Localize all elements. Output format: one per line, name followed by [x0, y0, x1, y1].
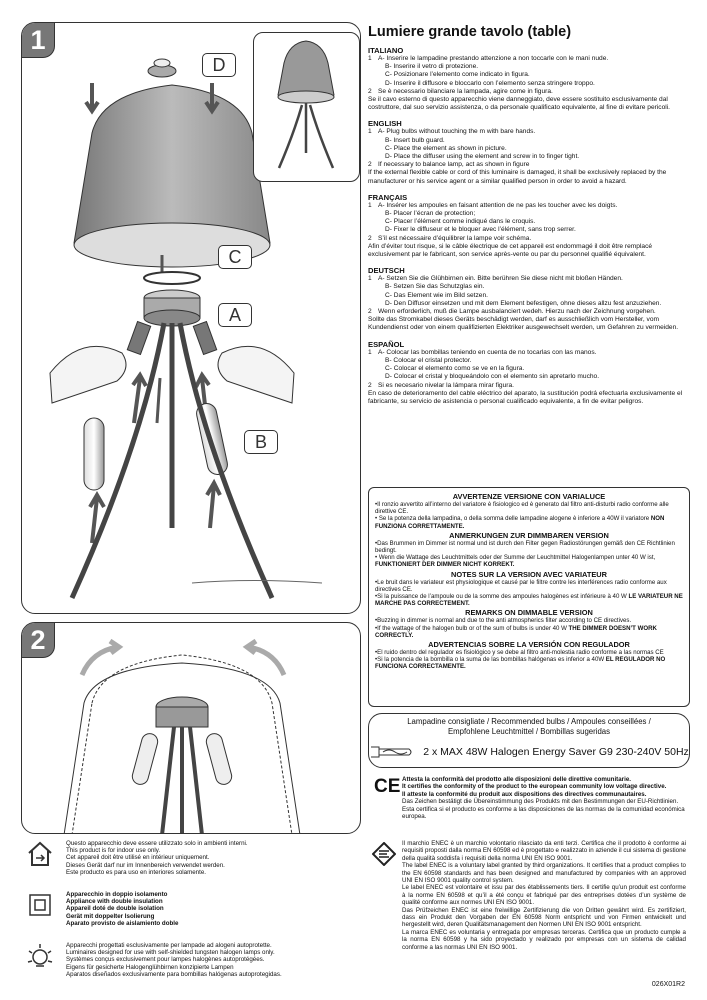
indoor-house-icon: [26, 840, 54, 868]
step-number: 1: [368, 55, 372, 62]
note-text: Appliance with double insulation: [66, 898, 163, 906]
step-number: 2: [368, 308, 372, 316]
instruction-line: D- Den Diffusor einsetzen und mit dem Element befestigen, ohne dieses allzu fest anzuziehen.: [385, 299, 662, 307]
instruction-line: A- Inserire le lampadine prestando attenzione a non toccarle con le mani nude.: [378, 55, 609, 62]
instruction-line: S’il est nécessaire d’équilibrer la lampe voir schéma.: [378, 234, 532, 242]
note-text: This product is for indoor use only.: [66, 847, 161, 855]
warning-text: [375, 625, 683, 639]
warning-text: [375, 593, 683, 607]
instruction-line: D- Fixer le diffuseur et le bloquer avec l’élément, sans trop serrer.: [385, 226, 576, 234]
self-shielded-lamp-icon: [26, 942, 54, 970]
instruction-line: C- Posizionare l’elemento come indicato in figura.: [385, 71, 530, 79]
warning-title: NOTES SUR LA VERSION AVEC VARIATEUR: [451, 569, 607, 579]
warning-text: •El ruido dentro del regulador es fisiológico y se debe al filtro anti-molestia radio conforme a las normas CE: [375, 649, 664, 657]
note-text: Cet appareil doit être utilisé en intérieur uniquement.: [66, 854, 210, 862]
note-text: Eigens für gesicherte Halogenglühbirnen konzipierte Lampen: [66, 963, 234, 971]
warning-emphasis: LE VARIATEUR NE MARCHE PAS CORRECTEMENT.: [375, 593, 683, 608]
self-shielded-lamp-note: [26, 942, 346, 984]
enec-text: The label ENEC is a voluntary label granted by third organizations. It certifies that a product complies to the EN 60598 standards and has been designed and manufactured by companies with an approved UNI EN ISO 9001 quality control system.: [402, 862, 686, 885]
warning-text: •Le bruit dans le variateur est physiologique et causé par le filtre contre les interférences radio conforme aux directives CE.: [375, 578, 667, 593]
section-espanol: [368, 340, 684, 406]
note-text: Systèmes conçus exclusivement pour lampes halogènes autoprotégées.: [66, 956, 265, 964]
safety-note: Afin d’éviter tout risque, si le câble électrique de cet appareil est endommagé il doit être remplacé exclusivement par le fabricant, son service après-vente ou par du personnel qualifié équivalent.: [368, 242, 653, 259]
callout-a: A: [218, 303, 252, 327]
instruction-line: D- Colocar el cristal y bloqueándolo con el elemento sin apretarlo mucho.: [385, 373, 600, 381]
language-heading: ITALIANO: [368, 46, 404, 55]
note-text: Aparatos diseñados exclusivamente para bombillas halógenas autoprotegidas.: [66, 970, 282, 978]
step-number: 2: [21, 622, 55, 658]
ce-text: It certifies the conformity of the product to the european community low voltage directive.: [402, 783, 667, 791]
lamp-thumbnail: [253, 32, 360, 182]
warning-text: [375, 515, 683, 529]
section-english: [368, 119, 684, 185]
bulbs-heading: Empfohlene Leuchtmittel / Bombillas sugeridas: [447, 727, 611, 736]
safety-note: En caso de deterioramento del cable eléctrico del aparato, la sustitución podrá efectuarla exclusivamente el fabricante, su servicio de asistencia o personal cualificado equivalente, a fin de evitar peligros.: [368, 389, 683, 405]
callout-d: D: [202, 53, 236, 77]
bulb-spec: 2 x MAX 48W Halogen Energy Saver G9 230-240V 50Hz: [423, 746, 689, 758]
instruction-line: B- Placer l’écran de protection;: [385, 210, 476, 218]
ce-mark: CE: [374, 776, 401, 797]
recommended-bulbs-box: [368, 713, 690, 768]
instruction-line: B- Inserire il vetro di protezione.: [385, 63, 479, 71]
instruction-line: D- Place the diffuser using the element and screw in to finger tight.: [385, 153, 580, 161]
document-code: 026X01R2: [651, 981, 685, 988]
note-text: Dieses Gerät darf nur im Innenbereich verwendet werden.: [66, 861, 225, 869]
callout-b: B: [244, 430, 278, 454]
language-heading: DEUTSCH: [368, 266, 405, 276]
ce-text: Das Zeichen bestätigt die Übereinstimmung des Produkts mit den Bestimmungen der EU-Richtlinien.: [402, 798, 679, 806]
instructions-text: [368, 24, 684, 413]
warning-text-part: • Se la potenza della lampadina, o della somma delle lampadine alogene è inferiore a 40W il variatore: [375, 515, 651, 523]
warning-text-part: •If the wattage of the halogen bulb or of the sum of bulbs is under 40 W: [375, 624, 569, 632]
enec-text: Le label ENEC est volontaire et issu par des établissements tiers. Il certifie qu’un produit est conforme à la norme EN 60598 et qu’il a été conçu et fabriqué par des entreprises dotées d’un système de qualité conforme aux normes UNI EN ISO 9001.: [402, 884, 686, 907]
warning-emphasis: THE DIMMER DOESN’T WORK CORRECTLY.: [375, 624, 657, 639]
warning-emphasis: FUNKTIONIERT DER DIMMER NICHT KORREKT.: [375, 561, 515, 569]
instruction-line: Se è necessario bilanciare la lampada, agire come in figura.: [378, 87, 553, 95]
step-number: 1: [368, 275, 372, 283]
step-number: 1: [368, 201, 372, 209]
step-number: 1: [21, 22, 55, 58]
ce-certification: [370, 776, 686, 830]
instruction-line: If necessary to balance lamp, act as shown in figure: [378, 161, 530, 169]
warning-emphasis: EL REGULADOR NO FUNCIONA CORRECTAMENTE.: [375, 656, 666, 671]
instruction-line: D- Inserire il diffusore e bloccarlo con l’elemento senza stringere troppo.: [385, 79, 595, 87]
balance-illustration: [22, 623, 361, 834]
warning-text: •Das Brummen im Dimmer ist normal und ist durch den Filter gegen Radiostörungen gemäß den CE Richtlinien bedingt.: [375, 539, 675, 555]
note-text: Este producto es para uso en interiores solamente.: [66, 868, 206, 876]
instruction-line: B- Colocar el cristal protector.: [385, 356, 472, 364]
enec-text: Il marchio ENEC è un marchio volontario rilasciato da enti terzi. Certifica che il prodotto è conforme ai requisiti proposti dalla norma EN 60598 ed è progettato e realizzato in aziende il cui sistema di gestione della qualità soddisfa i requisiti della norma UNI EN ISO 9001.: [402, 840, 686, 862]
ce-text: Esta certifica si el producto es conforme a las disposiciones de las normas de la comunidad económica europea.: [402, 805, 685, 821]
step-number: 2: [368, 87, 372, 95]
warning-text: [375, 554, 683, 568]
double-insulation-icon: [26, 891, 54, 919]
instruction-line: B- Setzen Sie das Schutzglas ein.: [385, 283, 485, 291]
step-number: 1: [368, 128, 372, 136]
enec-mark-icon: [372, 842, 396, 866]
warning-title: REMARKS ON DIMMABLE VERSION: [465, 608, 593, 618]
step-number: 1: [368, 348, 372, 356]
page-title: Lumiere grande tavolo (table): [368, 24, 572, 40]
warning-title: AVVERTENZE VERSIONE CON VARIALUCE: [452, 492, 606, 501]
ce-text: Il atteste la conformité du produit aux dispositions des directives communautaires.: [402, 790, 647, 798]
enec-text: La marca ENEC es voluntaria y entregada por empresas terceras. Certifica que un producto cumple a la norma EN 60598 y ha sido proyectado y realizado por empresas con un sistema de calidad conforme a las normas UNI EN ISO 9001.: [402, 928, 686, 951]
warning-text-part: •Si la puissance de l’ampoule ou de la somme des ampoules halogènes est inférieure à 40 W: [375, 593, 629, 601]
language-heading: ESPAÑOL: [368, 339, 405, 349]
instruction-line: A- Colocar las bombillas teniendo en cuenta de no tocarlas con las manos.: [378, 348, 597, 356]
note-text: Gerät mit doppelter Isolierung: [66, 912, 155, 920]
instruction-line: C- Placer l’élément comme indiqué dans le croquis.: [385, 218, 536, 226]
instruction-line: C- Das Element wie im Bild setzen.: [385, 291, 488, 299]
enec-text: Das Prüfzeichen ENEC ist eine freiwillige Zertifizierung die von Dritten gewährt wird. Es zertifiziert, dass ein Produkt den Vorgaben der EN 60598 Norm entspricht und von Firmen entwickelt und hergestellt wird, deren Qualitätsmanagement den Normen UNI EN ISO 9001 entspricht.: [402, 906, 686, 929]
double-insulation-note: [26, 891, 346, 933]
note-text: Luminaires designed for use with self-shielded tungsten halogen lamps only.: [66, 949, 275, 957]
warning-text-part: •Si la potencia de la bombilla o la suma de las bombillas halógenas es inferior a 40W: [375, 656, 606, 664]
instruction-line: C- Place the element as shown in picture.: [385, 144, 507, 152]
enec-certification: [370, 840, 686, 980]
warning-text: [375, 656, 683, 670]
balance-panel: [21, 622, 361, 834]
step-number: 2: [368, 234, 372, 242]
safety-note: Sollte das Stromkabel dieses Geräts beschädigt werden, darf es ausschließlich vom Hersteller, vom Kundendienst oder von einem qualifizierten Elektriker ausgewechselt werden, um Gefahren zu vermeiden.: [368, 316, 679, 332]
warning-text: •Buzzing in dimmer is normal and due to the anti atmospherics filter according to CE directives.: [375, 617, 632, 625]
instruction-line: B- Insert bulb guard.: [385, 136, 445, 144]
note-text: Questo apparecchio deve essere utilizzato solo in ambienti interni.: [66, 840, 248, 847]
note-text: Appareil doté de double isolation: [66, 905, 164, 913]
usage-notes: [26, 840, 346, 993]
instruction-line: C- Colocar el elemento como se ve en la figura.: [385, 365, 525, 373]
step-number: 2: [368, 161, 372, 169]
halogen-bulb-icon: [369, 745, 415, 759]
note-text: Apparecchio in doppio isolamento: [66, 891, 168, 898]
language-heading: ENGLISH: [368, 119, 402, 129]
instruction-line: A- Plug bulbs without touching the m with bare hands.: [378, 128, 536, 136]
language-heading: FRANÇAIS: [368, 192, 408, 202]
ce-text: Attesta la conformità del prodotto alle disposizioni delle direttive comunitarie.: [402, 776, 631, 783]
safety-note: If the external flexible cable or cord of this luminaire is damaged, it shall be exclusively replaced by the manufacturer or his service agent or a similar qualified person in order to avoid a hazard.: [368, 169, 667, 185]
instruction-line: A- Setzen Sie die Glühbirnen ein. Bitte berühren Sie diese nicht mit bloßen Händen.: [378, 275, 623, 283]
warning-title: ADVERTENCIAS SOBRE LA VERSIÓN CON REGULADOR: [428, 640, 630, 650]
instruction-line: A- Insérer les ampoules en faisant attention de ne pas les toucher avec les doigts.: [378, 201, 618, 209]
bulbs-heading: Lampadine consigliate / Recommended bulbs / Ampoules conseillées /: [407, 717, 651, 726]
instruction-line: Wenn erforderlich, muß die Lampe ausbalanciert wedeh. Hierzu nach der Zeichnung vorgehen.: [378, 308, 656, 316]
note-text: Apparecchi progettati esclusivamente per lampade ad alogeni autoprotette.: [66, 942, 272, 949]
warning-title: ANMERKUNGEN ZUR DIMMBAREN VERSION: [449, 530, 609, 540]
warning-emphasis: NON FUNZIONA CORRETTAMENTE.: [375, 515, 665, 530]
step-number: 2: [368, 381, 372, 389]
warning-text: •Il ronzio avvertito all’interno del variatore è fisiologico ed è generato dal filtro anti-disturbi radio conforme alle direttive CE.: [375, 501, 669, 516]
section-italiano: [368, 46, 684, 112]
section-francais: [368, 193, 684, 259]
warning-text-part: • Wenn die Wattage des Leuchtmittels oder der Summe der Leuchtmittel Halogenlampen unter 40 W ist,: [375, 554, 656, 562]
note-text: Aparato provisto de aislamiento doble: [66, 919, 179, 927]
indoor-use-note: [26, 840, 346, 882]
instruction-line: Si es necesario nivelar la lámpara mirar figura.: [378, 381, 514, 389]
section-deutsch: [368, 266, 684, 332]
dimmer-warnings-box: [368, 487, 690, 707]
callout-c: C: [218, 245, 252, 269]
safety-note: Se il cavo esterno di questo apparecchio viene danneggiato, deve essere sostituito esclusivamente dal costruttore, dal suo servizio assistenza, o da personale qualificato equivalente, al fine di evitare pericoli.: [368, 96, 671, 112]
